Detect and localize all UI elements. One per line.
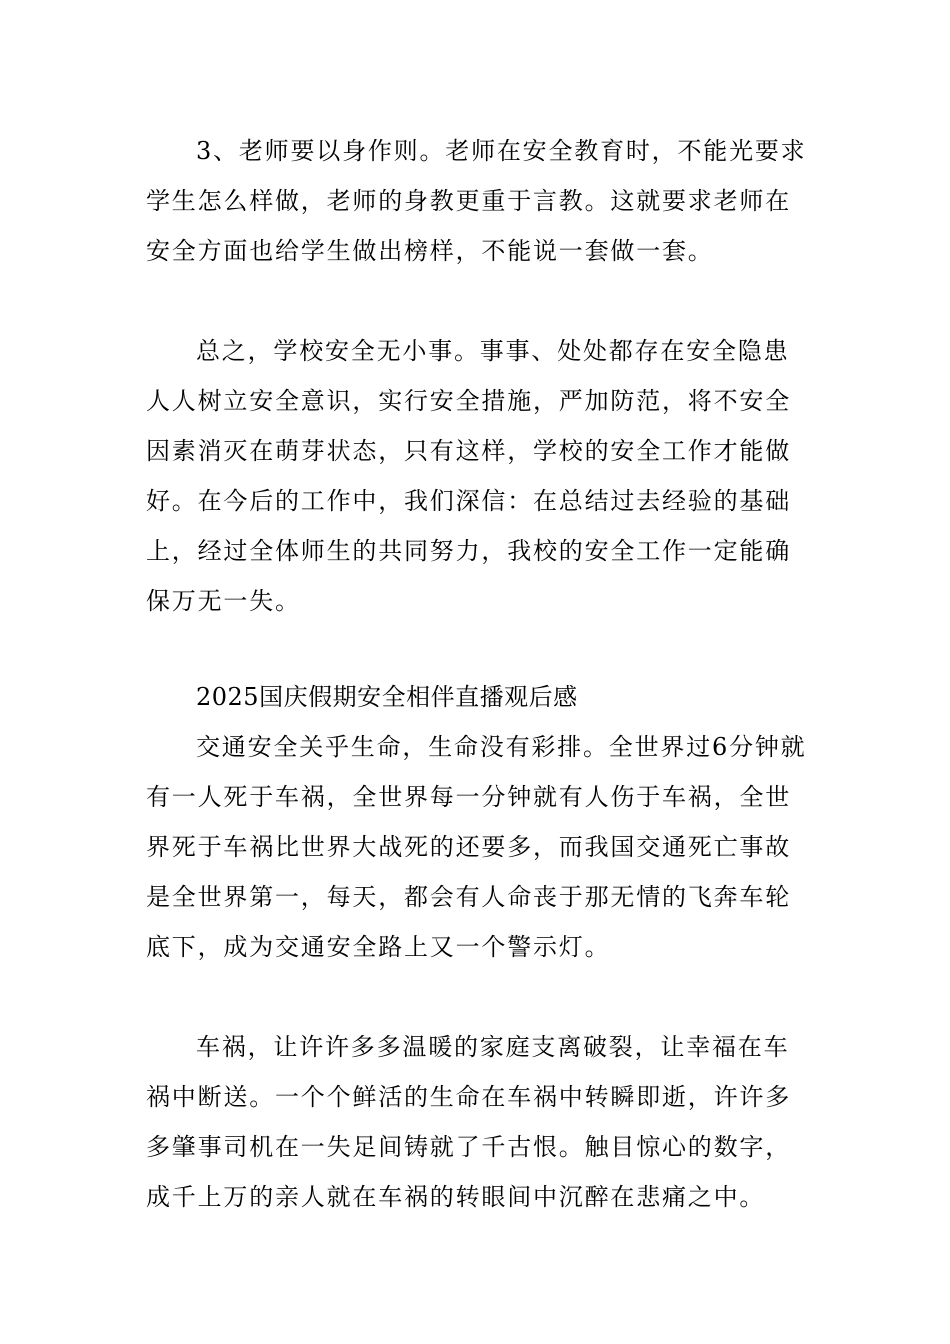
paragraph-text: 3、老师要以身作则。老师在安全教育时，不能光要求学生怎么样做，老师的身教更重于言教。这就要求老师在安全方面也给学生做出榜样，不能说一套做一套。 (146, 137, 807, 265)
paragraph-text: 总之，学校安全无小事。事事、处处都存在安全隐患人人树立安全意识，实行安全措施，严加防范，将不安全因素消灭在萌芽状态，只有这样，学校的安全工作才能做好。在今后的工作中，我们深信：在总结过去经验的基础上，经过全体师生的共同努力，我校的安全工作一定能确保万无一失。 (146, 337, 791, 615)
paragraph-text: 车祸，让许许多多温暖的家庭支离破裂，让幸福在车祸中断送。一个个鲜活的生命在车祸中转瞬即逝，许许多多肇事司机在一失足间铸就了千古恨。触目惊心的数字，成千上万的亲人就在车祸的转眼间中沉醉在悲痛之中。 (146, 1033, 791, 1211)
paragraph-traffic-safety (146, 722, 810, 972)
section-title: 2025国庆假期安全相伴直播观后感 (196, 683, 578, 711)
paragraph-car-accidents (146, 1022, 810, 1222)
paragraph-teacher-example (146, 126, 810, 276)
paragraph-conclusion (146, 326, 810, 626)
paragraph-text: 交通安全关乎生命，生命没有彩排。全世界过6分钟就有一人死于车祸，全世界每一分钟就有人伤于车祸，全世界死于车祸比世界大战死的还要多，而我国交通死亡事故是全世界第一，每天，都会有人命丧于那无情的飞奔车轮底下，成为交通安全路上又一个警示灯。 (146, 733, 807, 961)
